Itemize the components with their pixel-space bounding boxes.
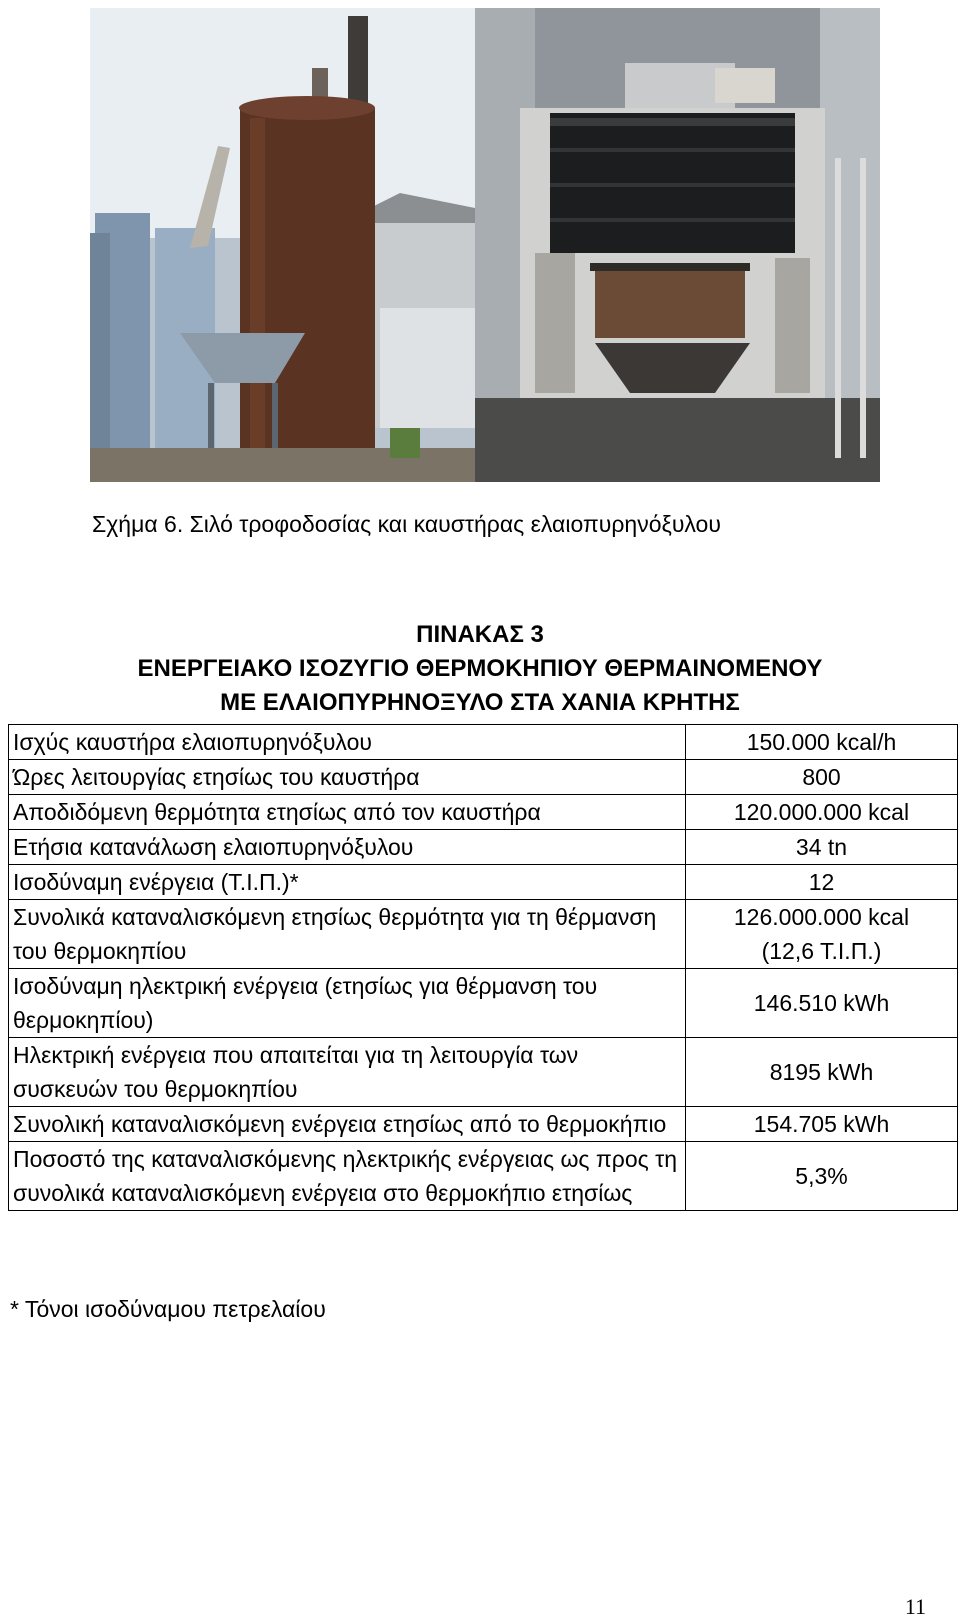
- table-row: [9, 725, 958, 760]
- page-number: 11: [904, 1594, 926, 1619]
- row-value: 8195 kWh: [686, 1038, 958, 1107]
- figure-caption: Σχήμα 6. Σιλό τροφοδοσίας και καυστήρας ελαιοπυρηνόξυλου: [92, 511, 721, 537]
- row-label: Συνολική καταναλισκόμενη ενέργεια ετησίως από το θερμοκήπιο: [9, 1107, 686, 1142]
- row-value: 5,3%: [686, 1142, 958, 1211]
- row-value: 146.510 kWh: [686, 969, 958, 1038]
- row-value: 150.000 kcal/h: [686, 725, 958, 760]
- table-row: [9, 1142, 958, 1211]
- row-value: 120.000.000 kcal: [686, 795, 958, 830]
- row-label: Αποδιδόμενη θερμότητα ετησίως από τον καυστήρα: [9, 795, 686, 830]
- table-row: [9, 969, 958, 1038]
- energy-balance-table: [8, 724, 958, 1211]
- table-footnote: * Τόνοι ισοδύναμου πετρελαίου: [10, 1296, 326, 1322]
- table-row: [9, 830, 958, 865]
- row-value: 800: [686, 760, 958, 795]
- row-value: 154.705 kWh: [686, 1107, 958, 1142]
- table-title-line: ΠΙΝΑΚΑΣ 3: [416, 621, 544, 648]
- row-value: 12: [686, 865, 958, 900]
- table-row: [9, 760, 958, 795]
- table-row: [9, 900, 958, 969]
- row-label: Ώρες λειτουργίας ετησίως του καυστήρα: [9, 760, 686, 795]
- table-row: [9, 1107, 958, 1142]
- row-value: [686, 900, 958, 969]
- row-value-line: 126.000.000 kcal: [733, 904, 910, 930]
- table-title: [0, 618, 960, 720]
- table-title-line: ΕΝΕΡΓΕΙΑΚΟ ΙΣΟΖΥΓΙΟ ΘΕΡΜΟΚΗΠΙΟΥ ΘΕΡΜΑΙΝΟΜΕΝΟΥ: [137, 655, 823, 682]
- row-label: Συνολικά καταναλισκόμενη ετησίως θερμότητα για τη θέρμανση του θερμοκηπίου: [9, 900, 686, 969]
- table-row: [9, 795, 958, 830]
- table-title-line: ΜΕ ΕΛΑΙΟΠΥΡΗΝΟΞΥΛΟ ΣΤΑ ΧΑΝΙΑ ΚΡΗΤΗΣ: [220, 689, 740, 716]
- table-row: [9, 865, 958, 900]
- row-label: Ποσοστό της καταναλισκόμενης ηλεκτρικής ενέργειας ως προς τη συνολικά καταναλισκόμενη ενέργεια στο θερμοκήπιο ετησίως: [9, 1142, 686, 1211]
- table-row: [9, 1038, 958, 1107]
- row-label: Ισοδύναμη ηλεκτρική ενέργεια (ετησίως για θέρμανση του θερμοκηπίου): [9, 969, 686, 1038]
- row-label: Ηλεκτρική ενέργεια που απαιτείται για τη λειτουργία των συσκευών του θερμοκηπίου: [9, 1038, 686, 1107]
- row-label: Ισχύς καυστήρα ελαιοπυρηνόξυλου: [9, 725, 686, 760]
- row-label: Ισοδύναμη ενέργεια (Τ.Ι.Π.)*: [9, 865, 686, 900]
- row-label: Ετήσια κατανάλωση ελαιοπυρηνόξυλου: [9, 830, 686, 865]
- silo-photo: [90, 8, 475, 482]
- row-value-line: (12,6 Τ.Ι.Π.): [761, 938, 882, 964]
- row-value: 34 tn: [686, 830, 958, 865]
- burner-photo: [475, 8, 880, 482]
